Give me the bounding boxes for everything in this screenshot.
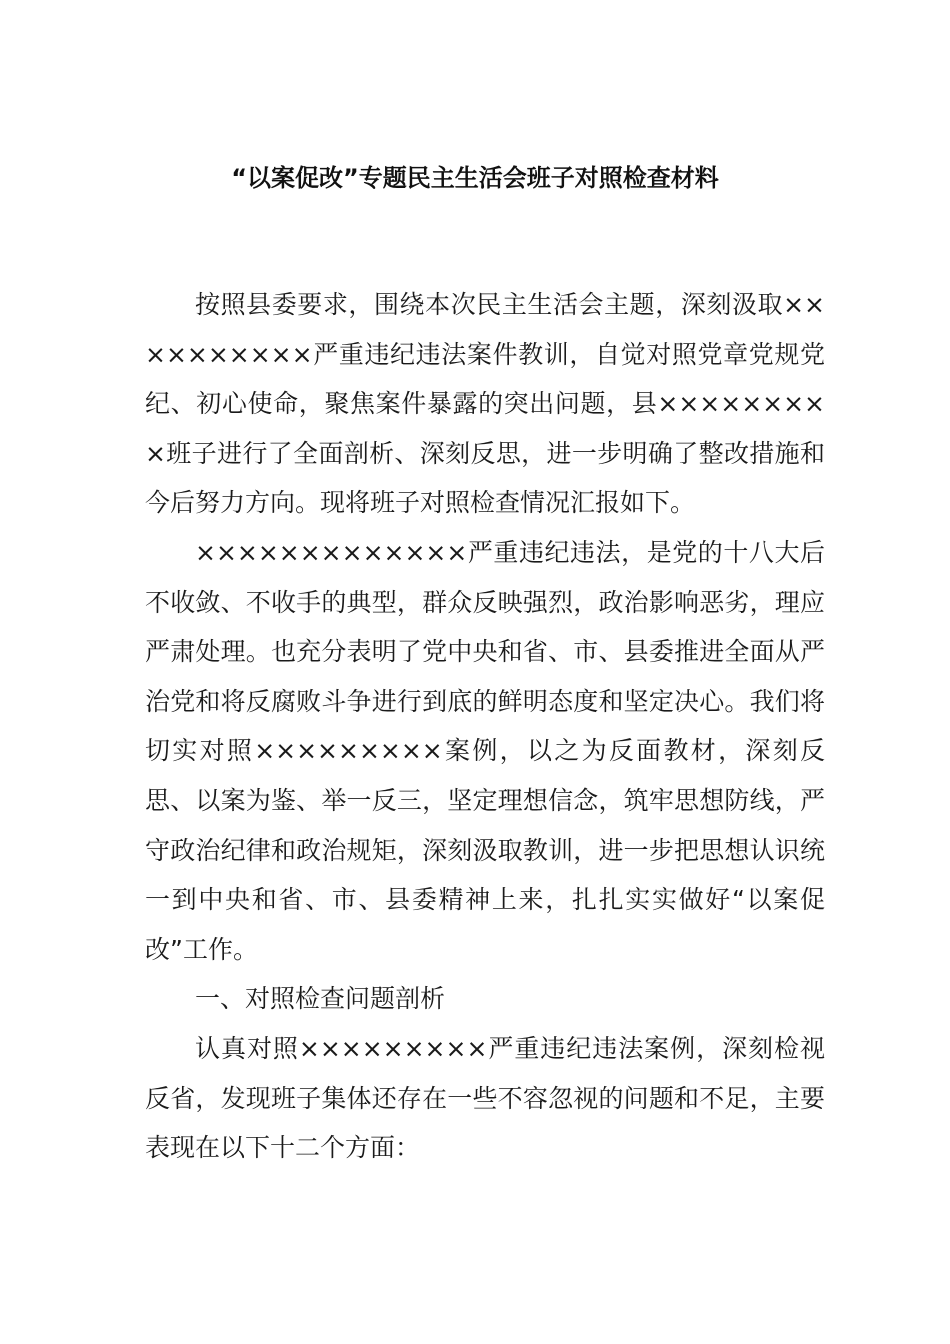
- document-title: “以案促改”专题民主生活会班子对照检查材料: [231, 164, 719, 192]
- paragraph-case-summary: ×××××××××××××严重违纪违法，是党的十八大后不收敛、不收手的典型，群众反映强烈，政治影响恶劣，理应严肃处理。也充分表明了党中央和省、市、县委推进全面从严治党和将反腐败斗争进行到底的鲜明态度和坚定决心。我们将切实对照×××××××××案例，以之为反面教材，深刻反思、以案为鉴、举一反三，坚定理想信念，筑牢思想防线，严守政治纪律和政治规矩，深刻汲取教训，进一步把思想认识统一到中央和省、市、县委精神上来，扎扎实实做好“以案促改”工作。: [145, 537, 825, 964]
- paragraph-problem-analysis: 认真对照×××××××××严重违纪违法案例，深刻检视反省，发现班子集体还存在一些不容忽视的问题和不足，主要表现在以下十二个方面：: [145, 1033, 825, 1163]
- section-heading-1: 一、对照检查问题剖析: [195, 984, 446, 1014]
- paragraph-intro: 按照县委要求，围绕本次民主生活会主题，深刻汲取××××××××××严重违纪违法案件教训，自觉对照党章党规党纪、初心使命，聚焦案件暴露的突出问题，县×××××××××班子进行了全面剖析、深刻反思，进一步明确了整改措施和今后努力方向。现将班子对照检查情况汇报如下。: [145, 290, 825, 518]
- document-body: [145, 280, 825, 1173]
